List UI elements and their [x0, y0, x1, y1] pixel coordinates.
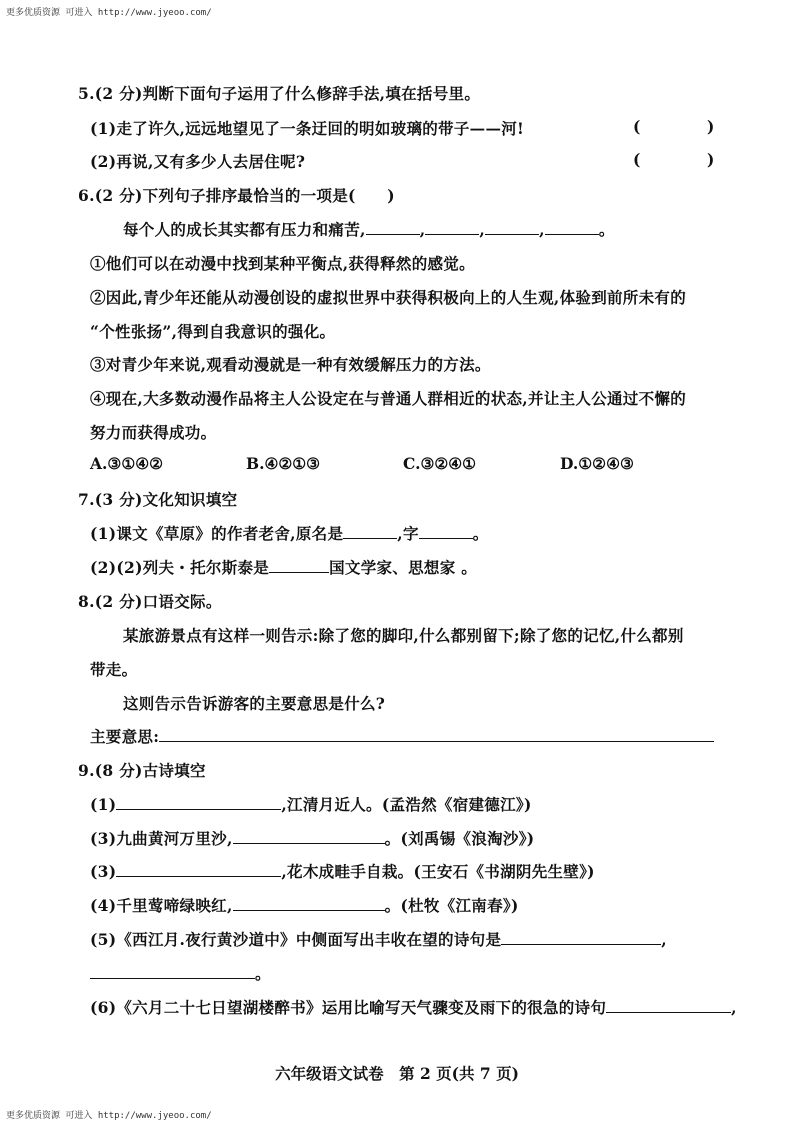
- q7-l2-end: 国文学家、思想家 。: [329, 558, 478, 577]
- q9-l1-num: (1): [90, 795, 117, 814]
- q9-l5-end: 。: [255, 964, 271, 983]
- q9-line-5: [90, 928, 667, 950]
- q7-line-2: [90, 556, 477, 578]
- answer-blank[interactable]: [90, 964, 255, 979]
- footer-note: 更多优质资源 可进入 http://www.jyeoo.com/: [6, 1111, 212, 1121]
- answer-blank[interactable]: [116, 862, 281, 877]
- q9-line-2: [90, 827, 534, 849]
- header-note: 更多优质资源 可进入 http://www.jyeoo.com/: [6, 8, 212, 18]
- q5-paren-left-2: (: [633, 150, 641, 169]
- answer-blank[interactable]: [485, 220, 539, 235]
- q9-l5-text: (5)《西江月.夜行黄沙道中》中侧面写出丰收在望的诗句是: [90, 930, 502, 949]
- answer-blank[interactable]: [501, 930, 661, 945]
- q9-l1-text: ,江清月近人。(孟浩然《宿建德江》): [281, 795, 532, 814]
- q6-option-b[interactable]: B.④②①③: [246, 454, 321, 473]
- q6-sep: ,: [419, 220, 426, 239]
- q6-lead: 每个人的成长其实都有压力和痛苦,: [123, 220, 366, 239]
- q8-para-1b: 带走。: [90, 660, 138, 679]
- q6-end: 。: [598, 220, 615, 239]
- q9-l4-text: (4)千里莺啼绿映红,: [90, 896, 233, 915]
- q5-title: 5.(2 分)判断下面句子运用了什么修辞手法,填在括号里。: [78, 84, 481, 103]
- q5-paren-right-2: ): [707, 150, 715, 169]
- q6-title: 6.(2 分)下列句子排序最恰当的一项是( ): [78, 186, 395, 205]
- q6-option-d[interactable]: D.①②④③: [560, 454, 634, 473]
- q6-sep: ,: [539, 220, 545, 239]
- q9-line-6: [90, 996, 737, 1018]
- answer-blank[interactable]: [419, 524, 473, 539]
- q8-answer-line: [90, 725, 714, 747]
- q5-paren-left-1: (: [633, 117, 641, 136]
- answer-blank[interactable]: [116, 795, 281, 810]
- q6-sentence-4a: ④现在,大多数动漫作品将主人公设定在与普通人群相近的状态,并让主人公通过不懈的: [90, 389, 686, 408]
- q9-l3-text: ,花木成畦手自栽。(王安石《书湖阴先生壁》): [281, 862, 595, 881]
- q6-sentence-3: ③对青少年来说,观看动漫就是一种有效缓解压力的方法。: [90, 355, 491, 374]
- q5-item-1: (1)走了许久,远远地望见了一条迂回的明如玻璃的带子——河!: [90, 119, 525, 138]
- q5-item-2: (2)再说,又有多少人去居住呢?: [90, 152, 306, 171]
- q9-l6-text: (6)《六月二十七日望湖楼醉书》运用比喻写天气骤变及雨下的很急的诗句: [90, 998, 607, 1017]
- q9-l6-comma: ,: [731, 998, 737, 1017]
- q9-l3-num: (3): [90, 862, 117, 881]
- answer-blank[interactable]: [545, 220, 599, 235]
- q5-paren-right-1: ): [707, 117, 715, 136]
- answer-blank[interactable]: [343, 524, 397, 539]
- answer-blank[interactable]: [425, 220, 479, 235]
- q6-option-c[interactable]: C.③②④①: [403, 454, 477, 473]
- q9-l2-text: (3)九曲黄河万里沙,: [90, 829, 233, 848]
- q7-line-1: [90, 522, 489, 544]
- q8-para-2: 这则告示告诉游客的主要意思是什么?: [123, 694, 386, 713]
- q7-l1-end: 。: [472, 524, 489, 543]
- q6-lead-line: [123, 218, 615, 240]
- q6-sentence-2a: ②因此,青少年还能从动漫创设的虚拟世界中获得积极向上的人生观,体验到前所未有的: [90, 288, 686, 307]
- q7-title: 7.(3 分)文化知识填空: [78, 490, 238, 509]
- q9-l5-comma: ,: [661, 930, 667, 949]
- answer-blank[interactable]: [366, 220, 420, 235]
- answer-blank[interactable]: [233, 896, 385, 911]
- q7-l1-mid: ,字: [397, 524, 419, 543]
- q6-sentence-2b: “个性张扬”,得到自我意识的强化。: [90, 322, 336, 341]
- q9-line-5b: [90, 962, 271, 984]
- q9-line-3: [90, 860, 595, 882]
- q9-title: 9.(8 分)古诗填空: [78, 761, 206, 780]
- q8-para-1a: 某旅游景点有这样一则告示:除了您的脚印,什么都别留下;除了您的记忆,什么都别: [123, 626, 684, 645]
- answer-blank[interactable]: [269, 558, 329, 573]
- q6-option-a[interactable]: A.③①④②: [90, 454, 164, 473]
- q7-l1-text: (1)课文《草原》的作者老舍,原名是: [90, 524, 344, 543]
- q6-sentence-4b: 努力而获得成功。: [90, 423, 217, 442]
- answer-blank[interactable]: [606, 998, 731, 1013]
- answer-blank[interactable]: [233, 829, 385, 844]
- page-footer: 六年级语文试卷 第 2 页(共 7 页): [275, 1064, 519, 1083]
- q8-title: 8.(2 分)口语交际。: [78, 592, 222, 611]
- q9-line-1: [90, 793, 532, 815]
- q7-l2-text: (2)(2)列夫・托尔斯泰是: [90, 558, 270, 577]
- q9-l2-end: 。(刘禹锡《浪淘沙》): [384, 829, 535, 848]
- q9-l4-end: 。(杜牧《江南春》): [384, 896, 519, 915]
- q9-line-4: [90, 894, 519, 916]
- q8-answer-label: 主要意思:: [90, 727, 160, 746]
- answer-blank[interactable]: [159, 727, 714, 742]
- q6-sep: ,: [479, 220, 486, 239]
- q6-sentence-1: ①他们可以在动漫中找到某种平衡点,获得释然的感觉。: [90, 254, 475, 273]
